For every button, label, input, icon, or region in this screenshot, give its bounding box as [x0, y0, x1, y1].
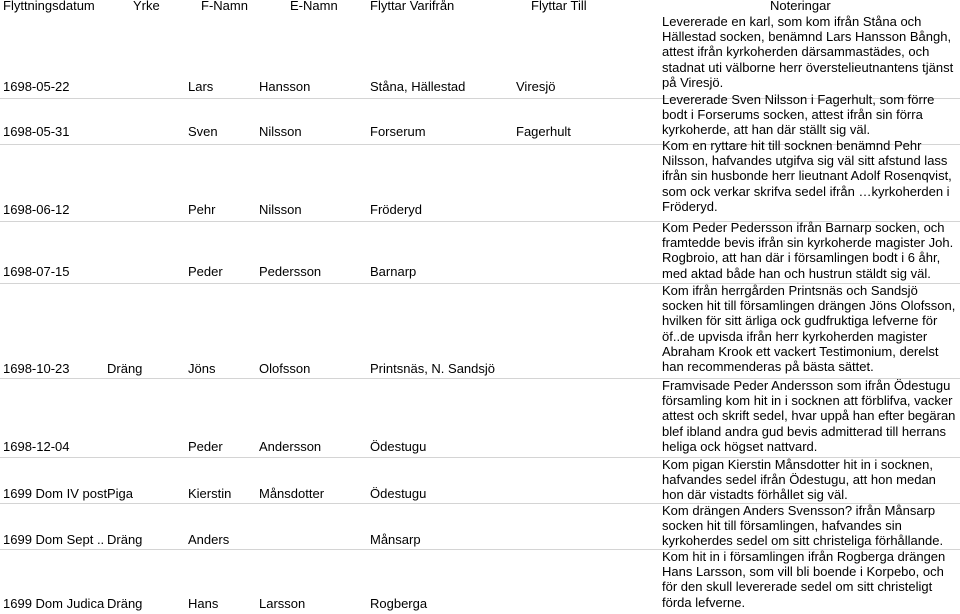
last-name-cell: Månsdotter: [259, 486, 325, 501]
moved-from-cell: Rogberga: [370, 596, 428, 611]
moved-from-cell: Fröderyd: [370, 202, 423, 217]
last-name-cell: Pedersson: [259, 264, 322, 279]
note-cell: Kom pigan Kierstin Månsdotter hit in i socknen, hafvandes sedel ifrån Ödestugu, att hon medan hon där vistadts förhållet sig väl.: [662, 457, 936, 503]
header-occupation: Yrke: [133, 0, 160, 13]
header-first-name: F-Namn: [201, 0, 248, 13]
moved-from-cell: Forserum: [370, 124, 426, 139]
first-name-cell: Sven: [188, 124, 218, 139]
table-row: [0, 138, 960, 222]
table-row: [0, 379, 960, 458]
date-cell: 1698-06-12: [3, 202, 70, 217]
occupation-cell: Dräng: [107, 361, 143, 376]
last-name-cell: Hansson: [259, 79, 311, 94]
note-cell: Kom en ryttare hit till socknen benämnd Pehr Nilsson, hafvandes utgifva sig väl sitt afstund lass ifrån sin husbonde herr lieutnant Adolf Rosenqvist, som ock verkar skrifva sedel ifrån …kyrkoherden i Fröderyd.: [662, 138, 952, 214]
first-name-cell: Kierstin: [188, 486, 232, 501]
table-row: [0, 504, 960, 550]
date-cell: 1698-07-15: [3, 264, 70, 279]
first-name-cell: Jöns: [188, 361, 216, 376]
first-name-cell: Pehr: [188, 202, 216, 217]
occupation-cell: Dräng: [107, 596, 143, 611]
first-name-cell: Anders: [188, 532, 230, 547]
header-notes: Noteringar: [770, 0, 831, 13]
header-moved-to: Flyttar Till: [531, 0, 587, 13]
moved-to-cell: Fagerhult: [516, 124, 571, 139]
date-cell: 1698-05-31: [3, 124, 70, 139]
note-cell: Levererade Sven Nilsson i Fagerhult, som förre bodt i Forserums socken, attest ifrån sin förra kyrkoherde, att han där ställt sig väl.: [662, 92, 935, 138]
moved-to-cell: Viresjö: [516, 79, 556, 94]
first-name-cell: Lars: [188, 79, 214, 94]
moved-from-cell: Ödestugu: [370, 439, 427, 454]
header-last-name: E-Namn: [290, 0, 338, 13]
note-cell: Kom hit in i församlingen ifrån Rogberga drängen Hans Larsson, som vill bli boende i Korpebo, och för den skull levererade sedel om sitt christeligt förda lefverne.: [662, 549, 946, 610]
table-row: [0, 222, 960, 284]
date-cell: 1698-10-23: [3, 361, 70, 376]
last-name-cell: Nilsson: [259, 202, 302, 217]
table-row: [0, 13, 960, 99]
moved-from-cell: Printsnäs, N. Sandsjö: [370, 361, 496, 376]
first-name-cell: Hans: [188, 596, 219, 611]
table-row: [0, 458, 960, 504]
last-name-cell: Larsson: [259, 596, 306, 611]
first-name-cell: Peder: [188, 439, 223, 454]
moved-from-cell: Ståna, Hällestad: [370, 79, 466, 94]
note-cell: Kom Peder Pedersson ifrån Barnarp socken, och framtedde bevis ifrån sin kyrkoherde magister Joh. Rogbroio, att han där i församlingen bodt i 6 åhr, med aktad både han och hustrun stäldt sig väl.: [662, 220, 954, 281]
last-name-cell: Nilsson: [259, 124, 302, 139]
date-cell: 1699 Dom IV post: [3, 486, 108, 501]
note-cell: Kom drängen Anders Svensson? ifrån Månsarp socken hit till församlingen, hafvandes sin kyrkoherdes sedel om sitt christeliga förhållande.: [662, 503, 944, 549]
note-cell: Framvisade Peder Andersson som ifrån Ödestugu församling kom hit in i socknen att förblifva, vacker attest och skrift sedel, hvar uppå han efter begäran blef ibland andra gud bevis admitterad till herrans heliga ock högset nattvard.: [662, 378, 956, 454]
date-cell: 1698-05-22: [3, 79, 70, 94]
last-name-cell: Andersson: [259, 439, 322, 454]
table-header: [0, 0, 960, 13]
note-cell: Kom ifrån herrgården Printsnäs och Sandsjö socken hit till församlingen drängen Jöns Olofsson, hvilken för sitt ärliga ock gudfruktiga lefverne för öf..de upvisda ifrån herr kyrkoherden magister Abraham Krook ett vackert Testimonium, derelst han recommenderas på bästa sättet.: [662, 283, 956, 375]
occupation-cell: Dräng: [107, 532, 143, 547]
first-name-cell: Peder: [188, 264, 223, 279]
last-name-cell: Olofsson: [259, 361, 311, 376]
date-cell: 1699 Dom Sept ..: [3, 532, 105, 547]
date-cell: 1698-12-04: [3, 439, 70, 454]
moved-from-cell: Ödestugu: [370, 486, 427, 501]
header-date: Flyttningsdatum: [3, 0, 95, 13]
date-cell: 1699 Dom Judica: [3, 596, 105, 611]
header-moved-from: Flyttar Varifrån: [370, 0, 455, 13]
table-row: [0, 284, 960, 379]
occupation-cell: Piga: [107, 486, 134, 501]
moved-from-cell: Månsarp: [370, 532, 421, 547]
note-cell: Levererade en karl, som kom ifrån Ståna och Hällestad socken, benämnd Lars Hansson Bångh, attest ifrån kyrkoherden därsammastädes, och stadnat uti välborne herr överstelieutnantens tjänst på Viresjö.: [662, 14, 954, 90]
moved-from-cell: Barnarp: [370, 264, 417, 279]
table-row: [0, 550, 960, 614]
